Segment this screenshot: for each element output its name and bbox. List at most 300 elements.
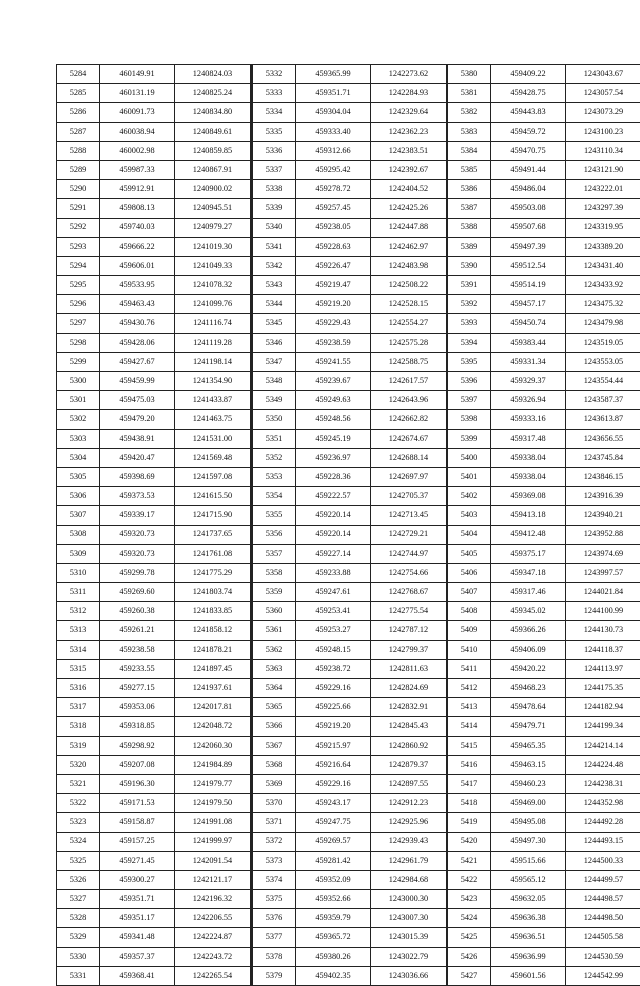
x-coordinate-cell: 459295.42 [296, 160, 371, 179]
point-number-cell: 5288 [57, 141, 100, 160]
y-coordinate-cell: 1242091.54 [175, 851, 251, 870]
point-number-cell: 5406 [448, 563, 491, 582]
table-row [448, 679, 640, 698]
table-row [252, 640, 447, 659]
x-coordinate-cell: 459459.72 [491, 122, 566, 141]
table-row [252, 295, 447, 314]
point-number-cell: 5380 [448, 65, 491, 84]
x-coordinate-cell: 460091.73 [100, 103, 175, 122]
x-coordinate-cell: 459413.18 [491, 506, 566, 525]
x-coordinate-cell: 459238.72 [296, 659, 371, 678]
point-number-cell: 5332 [252, 65, 296, 84]
table-row [448, 755, 640, 774]
x-coordinate-cell: 459238.05 [296, 218, 371, 237]
table-row [448, 448, 640, 467]
x-coordinate-cell: 459220.14 [296, 506, 371, 525]
table-row [57, 276, 251, 295]
point-number-cell: 5338 [252, 180, 296, 199]
y-coordinate-cell: 1241878.21 [175, 640, 251, 659]
x-coordinate-cell: 459357.37 [100, 947, 175, 966]
table-row [448, 218, 640, 237]
y-coordinate-cell: 1241198.14 [175, 352, 251, 371]
point-number-cell: 5395 [448, 352, 491, 371]
x-coordinate-cell: 459196.30 [100, 774, 175, 793]
point-number-cell: 5373 [252, 851, 296, 870]
point-number-cell: 5372 [252, 832, 296, 851]
point-number-cell: 5361 [252, 621, 296, 640]
point-number-cell: 5427 [448, 966, 491, 985]
y-coordinate-cell: 1242912.23 [371, 794, 447, 813]
point-number-cell: 5285 [57, 84, 100, 103]
y-coordinate-cell: 1243110.34 [566, 141, 640, 160]
table-row [252, 621, 447, 640]
point-number-cell: 5315 [57, 659, 100, 678]
y-coordinate-cell: 1241775.29 [175, 563, 251, 582]
table-row [252, 237, 447, 256]
x-coordinate-cell: 459333.16 [491, 410, 566, 429]
y-coordinate-cell: 1242060.30 [175, 736, 251, 755]
x-coordinate-cell: 459463.43 [100, 295, 175, 314]
x-coordinate-cell: 459402.35 [296, 966, 371, 985]
y-coordinate-cell: 1241984.89 [175, 755, 251, 774]
table-row [252, 736, 447, 755]
point-number-cell: 5311 [57, 583, 100, 602]
point-number-cell: 5386 [448, 180, 491, 199]
point-number-cell: 5419 [448, 813, 491, 832]
table-row [252, 122, 447, 141]
table-row [448, 487, 640, 506]
x-coordinate-cell: 459318.85 [100, 717, 175, 736]
y-coordinate-cell: 1242688.14 [371, 448, 447, 467]
point-number-cell: 5358 [252, 563, 296, 582]
x-coordinate-cell: 459253.27 [296, 621, 371, 640]
x-coordinate-cell: 459241.55 [296, 352, 371, 371]
y-coordinate-cell: 1244542.99 [566, 966, 640, 985]
point-number-cell: 5350 [252, 410, 296, 429]
point-number-cell: 5397 [448, 391, 491, 410]
x-coordinate-cell: 459157.25 [100, 832, 175, 851]
y-coordinate-cell: 1242206.55 [175, 909, 251, 928]
table-row [57, 966, 251, 985]
y-coordinate-cell: 1241715.90 [175, 506, 251, 525]
y-coordinate-cell: 1242392.67 [371, 160, 447, 179]
x-coordinate-cell: 459299.78 [100, 563, 175, 582]
y-coordinate-cell: 1242243.72 [175, 947, 251, 966]
point-number-cell: 5291 [57, 199, 100, 218]
y-coordinate-cell: 1244500.33 [566, 851, 640, 870]
y-coordinate-cell: 1243036.66 [371, 966, 447, 985]
point-number-cell: 5367 [252, 736, 296, 755]
table-row [57, 909, 251, 928]
x-coordinate-cell: 459428.06 [100, 333, 175, 352]
point-number-cell: 5376 [252, 909, 296, 928]
point-number-cell: 5331 [57, 966, 100, 985]
table-row [448, 141, 640, 160]
table-row [448, 544, 640, 563]
table-row [448, 295, 640, 314]
point-number-cell: 5289 [57, 160, 100, 179]
y-coordinate-cell: 1242273.62 [371, 65, 447, 84]
point-number-cell: 5319 [57, 736, 100, 755]
x-coordinate-cell: 459469.00 [491, 794, 566, 813]
table-row [448, 122, 640, 141]
table-row [252, 352, 447, 371]
table-row [57, 679, 251, 698]
x-coordinate-cell: 459465.35 [491, 736, 566, 755]
table-row [252, 487, 447, 506]
x-coordinate-cell: 459495.08 [491, 813, 566, 832]
x-coordinate-cell: 459219.47 [296, 276, 371, 295]
x-coordinate-cell: 459353.06 [100, 698, 175, 717]
table-row [57, 410, 251, 429]
point-number-cell: 5322 [57, 794, 100, 813]
y-coordinate-cell: 1240867.91 [175, 160, 251, 179]
point-number-cell: 5313 [57, 621, 100, 640]
point-number-cell: 5396 [448, 372, 491, 391]
table-row [57, 467, 251, 486]
x-coordinate-cell: 459740.03 [100, 218, 175, 237]
point-number-cell: 5404 [448, 525, 491, 544]
table-row [57, 506, 251, 525]
point-number-cell: 5324 [57, 832, 100, 851]
x-coordinate-cell: 459373.53 [100, 487, 175, 506]
table-row [252, 333, 447, 352]
point-number-cell: 5340 [252, 218, 296, 237]
y-coordinate-cell: 1241119.28 [175, 333, 251, 352]
table-row [57, 122, 251, 141]
y-coordinate-cell: 1243007.30 [371, 909, 447, 928]
x-coordinate-cell: 459226.47 [296, 256, 371, 275]
y-coordinate-cell: 1243431.40 [566, 256, 640, 275]
point-number-cell: 5300 [57, 372, 100, 391]
table-row [57, 180, 251, 199]
point-number-cell: 5362 [252, 640, 296, 659]
x-coordinate-cell: 459491.44 [491, 160, 566, 179]
x-coordinate-cell: 459229.43 [296, 314, 371, 333]
point-number-cell: 5334 [252, 103, 296, 122]
table-row [448, 832, 640, 851]
y-coordinate-cell: 1241897.45 [175, 659, 251, 678]
y-coordinate-cell: 1241737.65 [175, 525, 251, 544]
x-coordinate-cell: 459987.33 [100, 160, 175, 179]
table-row [252, 199, 447, 218]
point-number-cell: 5356 [252, 525, 296, 544]
y-coordinate-cell: 1242196.32 [175, 890, 251, 909]
x-coordinate-cell: 459808.13 [100, 199, 175, 218]
point-number-cell: 5299 [57, 352, 100, 371]
x-coordinate-cell: 459514.19 [491, 276, 566, 295]
point-number-cell: 5309 [57, 544, 100, 563]
point-number-cell: 5335 [252, 122, 296, 141]
x-coordinate-cell: 459219.20 [296, 717, 371, 736]
table-row [448, 583, 640, 602]
x-coordinate-cell: 459298.92 [100, 736, 175, 755]
x-coordinate-cell: 459347.18 [491, 563, 566, 582]
point-number-cell: 5403 [448, 506, 491, 525]
y-coordinate-cell: 1242508.22 [371, 276, 447, 295]
y-coordinate-cell: 1243389.20 [566, 237, 640, 256]
point-number-cell: 5320 [57, 755, 100, 774]
point-number-cell: 5420 [448, 832, 491, 851]
point-number-cell: 5345 [252, 314, 296, 333]
point-number-cell: 5368 [252, 755, 296, 774]
y-coordinate-cell: 1243519.05 [566, 333, 640, 352]
point-number-cell: 5360 [252, 602, 296, 621]
table-row [448, 160, 640, 179]
x-coordinate-cell: 459351.17 [100, 909, 175, 928]
point-number-cell: 5305 [57, 467, 100, 486]
point-number-cell: 5294 [57, 256, 100, 275]
x-coordinate-cell: 459369.08 [491, 487, 566, 506]
point-number-cell: 5369 [252, 774, 296, 793]
x-coordinate-cell: 459412.48 [491, 525, 566, 544]
table-row [252, 467, 447, 486]
x-coordinate-cell: 459380.26 [296, 947, 371, 966]
table-row [448, 966, 640, 985]
x-coordinate-cell: 459533.95 [100, 276, 175, 295]
y-coordinate-cell: 1242121.17 [175, 870, 251, 889]
x-coordinate-cell: 459257.45 [296, 199, 371, 218]
x-coordinate-cell: 459249.63 [296, 391, 371, 410]
point-number-cell: 5394 [448, 333, 491, 352]
point-number-cell: 5383 [448, 122, 491, 141]
point-number-cell: 5374 [252, 870, 296, 889]
table-row [57, 487, 251, 506]
point-number-cell: 5306 [57, 487, 100, 506]
table-row [252, 180, 447, 199]
point-number-cell: 5409 [448, 621, 491, 640]
y-coordinate-cell: 1242879.37 [371, 755, 447, 774]
point-number-cell: 5402 [448, 487, 491, 506]
x-coordinate-cell: 459460.23 [491, 774, 566, 793]
y-coordinate-cell: 1243554.44 [566, 372, 640, 391]
y-coordinate-cell: 1243613.87 [566, 410, 640, 429]
y-coordinate-cell: 1240834.80 [175, 103, 251, 122]
point-number-cell: 5425 [448, 928, 491, 947]
y-coordinate-cell: 1243916.39 [566, 487, 640, 506]
point-number-cell: 5377 [252, 928, 296, 947]
table-row [252, 679, 447, 698]
table-row [448, 391, 640, 410]
x-coordinate-cell: 459326.94 [491, 391, 566, 410]
table-row [57, 755, 251, 774]
x-coordinate-cell: 459409.22 [491, 65, 566, 84]
x-coordinate-cell: 459281.42 [296, 851, 371, 870]
x-coordinate-cell: 459236.97 [296, 448, 371, 467]
table-row [57, 65, 251, 84]
point-number-cell: 5321 [57, 774, 100, 793]
x-coordinate-cell: 459457.17 [491, 295, 566, 314]
point-number-cell: 5416 [448, 755, 491, 774]
y-coordinate-cell: 1242787.12 [371, 621, 447, 640]
y-coordinate-cell: 1240824.03 [175, 65, 251, 84]
x-coordinate-cell: 459338.04 [491, 467, 566, 486]
point-number-cell: 5303 [57, 429, 100, 448]
point-number-cell: 5330 [57, 947, 100, 966]
y-coordinate-cell: 1244493.15 [566, 832, 640, 851]
point-number-cell: 5339 [252, 199, 296, 218]
x-coordinate-cell: 459229.16 [296, 774, 371, 793]
x-coordinate-cell: 459248.56 [296, 410, 371, 429]
point-number-cell: 5329 [57, 928, 100, 947]
x-coordinate-cell: 459463.15 [491, 755, 566, 774]
y-coordinate-cell: 1242224.87 [175, 928, 251, 947]
point-number-cell: 5408 [448, 602, 491, 621]
x-coordinate-cell: 459450.74 [491, 314, 566, 333]
point-number-cell: 5336 [252, 141, 296, 160]
table-row [448, 199, 640, 218]
table-row [448, 276, 640, 295]
table-row [448, 794, 640, 813]
y-coordinate-cell: 1241019.30 [175, 237, 251, 256]
y-coordinate-cell: 1244214.14 [566, 736, 640, 755]
y-coordinate-cell: 1243319.95 [566, 218, 640, 237]
x-coordinate-cell: 459225.66 [296, 698, 371, 717]
y-coordinate-cell: 1243022.79 [371, 947, 447, 966]
y-coordinate-cell: 1242744.97 [371, 544, 447, 563]
x-coordinate-cell: 459228.36 [296, 467, 371, 486]
table-row [252, 717, 447, 736]
x-coordinate-cell: 459479.71 [491, 717, 566, 736]
table-row [448, 947, 640, 966]
x-coordinate-cell: 459269.60 [100, 583, 175, 602]
x-coordinate-cell: 459365.99 [296, 65, 371, 84]
point-number-cell: 5326 [57, 870, 100, 889]
y-coordinate-cell: 1242674.67 [371, 429, 447, 448]
point-number-cell: 5323 [57, 813, 100, 832]
y-coordinate-cell: 1242860.92 [371, 736, 447, 755]
x-coordinate-cell: 459636.38 [491, 909, 566, 928]
table-row [252, 794, 447, 813]
x-coordinate-cell: 459239.67 [296, 372, 371, 391]
point-number-cell: 5379 [252, 966, 296, 985]
point-number-cell: 5355 [252, 506, 296, 525]
point-number-cell: 5314 [57, 640, 100, 659]
x-coordinate-cell: 459245.19 [296, 429, 371, 448]
y-coordinate-cell: 1244118.37 [566, 640, 640, 659]
y-coordinate-cell: 1241937.61 [175, 679, 251, 698]
y-coordinate-cell: 1242824.69 [371, 679, 447, 698]
x-coordinate-cell: 459352.09 [296, 870, 371, 889]
x-coordinate-cell: 459368.41 [100, 966, 175, 985]
y-coordinate-cell: 1241803.74 [175, 583, 251, 602]
x-coordinate-cell: 459478.64 [491, 698, 566, 717]
y-coordinate-cell: 1243015.39 [371, 928, 447, 947]
point-number-cell: 5342 [252, 256, 296, 275]
x-coordinate-cell: 459158.87 [100, 813, 175, 832]
y-coordinate-cell: 1242768.67 [371, 583, 447, 602]
point-number-cell: 5296 [57, 295, 100, 314]
x-coordinate-cell: 459317.46 [491, 583, 566, 602]
table-row [252, 525, 447, 544]
y-coordinate-cell: 1242713.45 [371, 506, 447, 525]
point-number-cell: 5423 [448, 890, 491, 909]
y-coordinate-cell: 1244492.28 [566, 813, 640, 832]
y-coordinate-cell: 1241991.08 [175, 813, 251, 832]
y-coordinate-cell: 1240945.51 [175, 199, 251, 218]
table-row [57, 890, 251, 909]
y-coordinate-cell: 1241615.50 [175, 487, 251, 506]
x-coordinate-cell: 459333.40 [296, 122, 371, 141]
table-row [252, 103, 447, 122]
x-coordinate-cell: 459216.64 [296, 755, 371, 774]
y-coordinate-cell: 1242362.23 [371, 122, 447, 141]
table-row [57, 736, 251, 755]
x-coordinate-cell: 460038.94 [100, 122, 175, 141]
point-number-cell: 5421 [448, 851, 491, 870]
coordinate-table-1 [56, 64, 251, 986]
y-coordinate-cell: 1243974.69 [566, 544, 640, 563]
table-row [448, 180, 640, 199]
y-coordinate-cell: 1242697.97 [371, 467, 447, 486]
point-number-cell: 5292 [57, 218, 100, 237]
point-number-cell: 5353 [252, 467, 296, 486]
y-coordinate-cell: 1241116.74 [175, 314, 251, 333]
table-row [448, 774, 640, 793]
x-coordinate-cell: 459375.17 [491, 544, 566, 563]
point-number-cell: 5384 [448, 141, 491, 160]
y-coordinate-cell: 1244498.50 [566, 909, 640, 928]
x-coordinate-cell: 459468.23 [491, 679, 566, 698]
y-coordinate-cell: 1244498.57 [566, 890, 640, 909]
x-coordinate-cell: 460149.91 [100, 65, 175, 84]
y-coordinate-cell: 1241099.76 [175, 295, 251, 314]
table-row [57, 141, 251, 160]
y-coordinate-cell: 1240849.61 [175, 122, 251, 141]
y-coordinate-cell: 1242425.26 [371, 199, 447, 218]
x-coordinate-cell: 459443.83 [491, 103, 566, 122]
table-row [57, 813, 251, 832]
x-coordinate-cell: 459341.48 [100, 928, 175, 947]
table-row [57, 448, 251, 467]
coordinate-table-2 [251, 64, 447, 986]
y-coordinate-cell: 1243479.98 [566, 314, 640, 333]
table-row [57, 352, 251, 371]
x-coordinate-cell: 459260.38 [100, 602, 175, 621]
y-coordinate-cell: 1242017.81 [175, 698, 251, 717]
table-row [252, 276, 447, 295]
point-number-cell: 5412 [448, 679, 491, 698]
point-number-cell: 5333 [252, 84, 296, 103]
table-row [448, 410, 640, 429]
point-number-cell: 5398 [448, 410, 491, 429]
x-coordinate-cell: 459229.16 [296, 679, 371, 698]
point-number-cell: 5387 [448, 199, 491, 218]
table-row [448, 256, 640, 275]
table-row [252, 218, 447, 237]
y-coordinate-cell: 1242483.98 [371, 256, 447, 275]
point-number-cell: 5415 [448, 736, 491, 755]
table-row [57, 84, 251, 103]
table-row [252, 851, 447, 870]
point-number-cell: 5385 [448, 160, 491, 179]
table-row [448, 65, 640, 84]
table-row [57, 237, 251, 256]
point-number-cell: 5363 [252, 659, 296, 678]
table-row [252, 966, 447, 985]
table-row [252, 256, 447, 275]
table-row [448, 352, 640, 371]
point-number-cell: 5354 [252, 487, 296, 506]
y-coordinate-cell: 1244175.35 [566, 679, 640, 698]
x-coordinate-cell: 459329.37 [491, 372, 566, 391]
table-row [448, 506, 640, 525]
table-row [57, 928, 251, 947]
x-coordinate-cell: 459636.99 [491, 947, 566, 966]
point-number-cell: 5327 [57, 890, 100, 909]
point-number-cell: 5317 [57, 698, 100, 717]
x-coordinate-cell: 459271.45 [100, 851, 175, 870]
